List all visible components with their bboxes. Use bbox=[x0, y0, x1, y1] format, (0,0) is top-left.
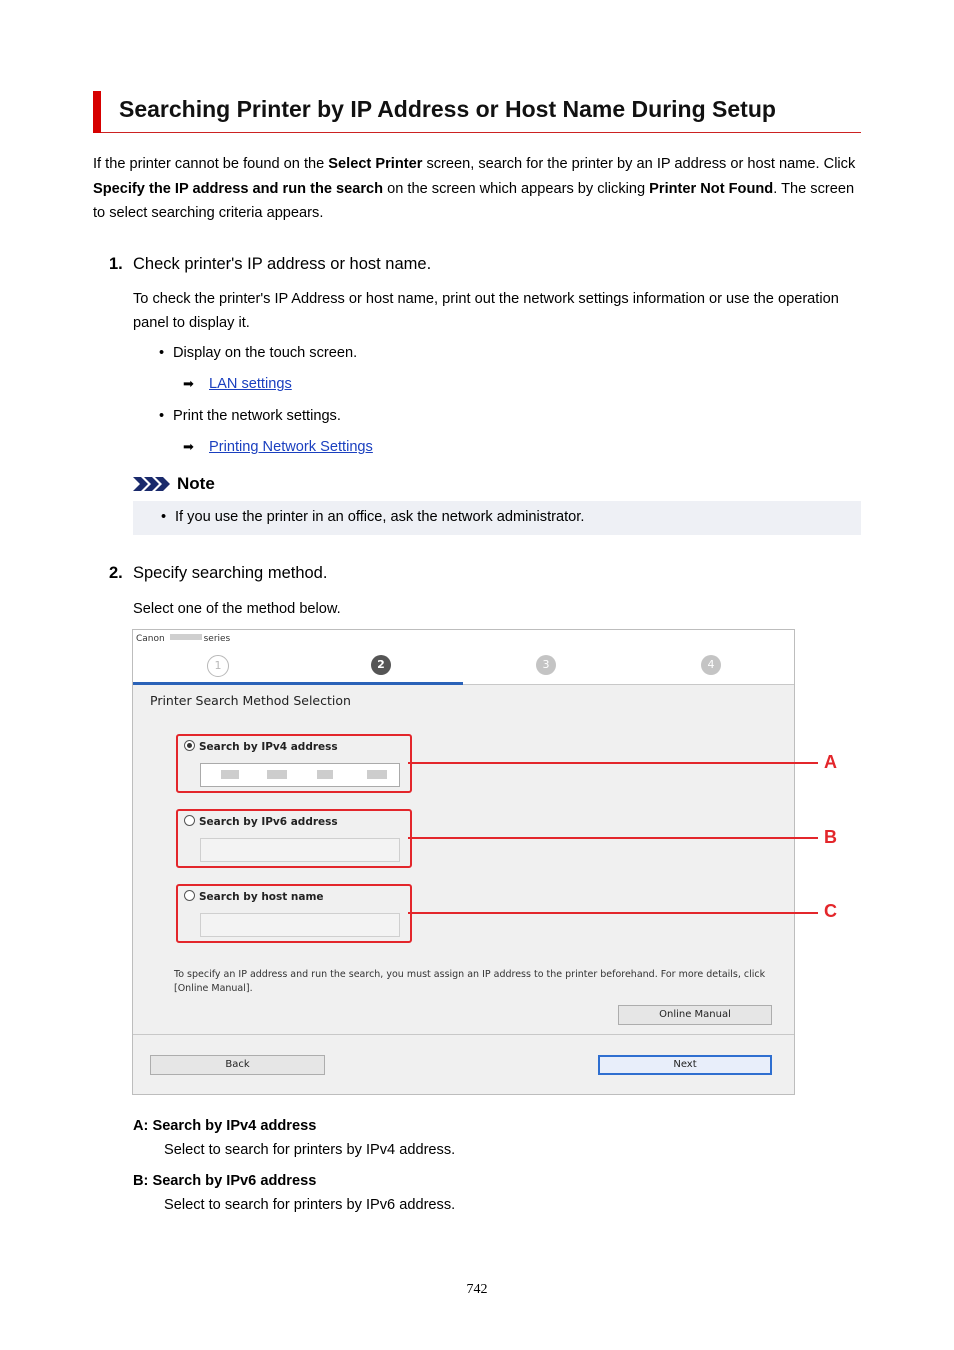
arrow-right-icon: ➡ bbox=[183, 439, 194, 454]
wizard-step-current-icon: 2 bbox=[371, 655, 391, 675]
host-name-input[interactable] bbox=[200, 913, 400, 937]
note-box bbox=[133, 501, 861, 535]
wizard-progress-bar bbox=[133, 682, 463, 685]
step-number: 1. bbox=[109, 255, 123, 273]
callout-letter-b: B bbox=[824, 827, 837, 847]
link-row-printing-network-settings bbox=[183, 439, 373, 455]
radio-empty-icon bbox=[184, 890, 195, 901]
callout-line-c bbox=[408, 912, 818, 914]
online-manual-button[interactable]: Online Manual bbox=[618, 1005, 772, 1025]
list-item: • Print the network settings. bbox=[159, 408, 341, 424]
back-button[interactable]: Back bbox=[150, 1055, 325, 1075]
option-box-ipv6 bbox=[176, 809, 412, 868]
wizard-step-icon: 3 bbox=[536, 655, 556, 675]
lan-settings-link[interactable]: LAN settings bbox=[209, 376, 292, 392]
page-number: 742 bbox=[466, 1282, 488, 1297]
option-box-host-name bbox=[176, 884, 412, 943]
radio-selected-icon bbox=[184, 740, 195, 751]
ipv4-address-input[interactable] bbox=[200, 763, 400, 787]
title-accent-bar bbox=[93, 91, 101, 133]
definition-desc-b: Select to search for printers by IPv6 address. bbox=[164, 1197, 456, 1213]
callout-line-a bbox=[408, 762, 818, 764]
definition-term-b: B: Search by IPv6 address bbox=[133, 1173, 317, 1189]
link-row-lan-settings bbox=[183, 376, 292, 392]
ipv6-address-input[interactable] bbox=[200, 838, 400, 862]
step-text: Check printer's IP address or host name. bbox=[133, 255, 432, 273]
callout-line-b bbox=[408, 837, 818, 839]
intro-paragraph: If the printer cannot be found on the Select Printer screen, search for the printer by an IP address or host name. Click Specify the IP address and run the search on the screen which appears by clicking Printer Not Found. The screen to select searching criteria appears. bbox=[93, 156, 856, 221]
callout-letter-c: C bbox=[824, 901, 837, 921]
footer-divider bbox=[133, 1034, 794, 1035]
title-underline bbox=[101, 132, 861, 133]
ipv4-radio[interactable]: Search by IPv4 address bbox=[184, 740, 338, 753]
printing-network-settings-link[interactable]: Printing Network Settings bbox=[209, 439, 373, 455]
search-method-screenshot bbox=[132, 629, 837, 1095]
callout-letter-a: A bbox=[824, 752, 837, 772]
wizard-header bbox=[133, 630, 794, 685]
screen-heading: Printer Search Method Selection bbox=[150, 693, 351, 708]
definition-desc-a: Select to search for printers by IPv4 address. bbox=[164, 1142, 456, 1158]
step-1-description: To check the printer's IP Address or host name, print out the network settings information or use the operation panel to display it. bbox=[133, 291, 839, 331]
page-title: Searching Printer by IP Address or Host Name During Setup bbox=[119, 96, 776, 122]
note-chevrons-icon bbox=[133, 477, 171, 491]
window-title: Canon series bbox=[136, 634, 231, 644]
host-name-radio[interactable]: Search by host name bbox=[184, 890, 324, 903]
step-text: Specify searching method. bbox=[133, 564, 328, 582]
definition-term-a: A: Search by IPv4 address bbox=[133, 1118, 317, 1134]
wizard-step-done-icon: 1 bbox=[207, 655, 229, 677]
step-number: 2. bbox=[109, 564, 123, 582]
info-text: To specify an IP address and run the search, you must assign an IP address to the printer beforehand. For more details, click [Online Manual]. bbox=[174, 969, 766, 994]
step-2-description: Select one of the method below. bbox=[133, 601, 341, 617]
ipv6-radio[interactable]: Search by IPv6 address bbox=[184, 815, 338, 828]
option-box-ipv4 bbox=[176, 734, 412, 793]
note-heading: Note bbox=[133, 474, 215, 494]
arrow-right-icon: ➡ bbox=[183, 376, 194, 391]
next-button[interactable]: Next bbox=[598, 1055, 772, 1075]
note-item: • If you use the printer in an office, ask the network administrator. bbox=[161, 509, 585, 525]
wizard-step-icon: 4 bbox=[701, 655, 721, 675]
radio-empty-icon bbox=[184, 815, 195, 826]
list-item: • Display on the touch screen. bbox=[159, 345, 358, 361]
